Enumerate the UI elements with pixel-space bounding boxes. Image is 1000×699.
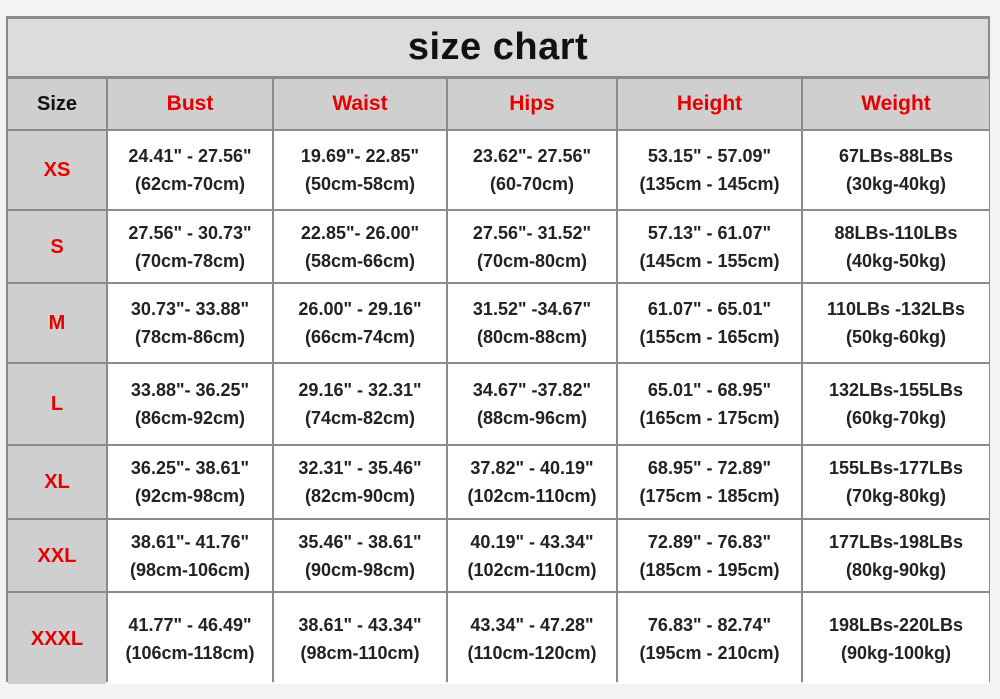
- metric-range: (155cm - 165cm): [639, 327, 780, 347]
- cell-height: [618, 364, 801, 444]
- inch-range: 27.56"- 31.52": [472, 222, 592, 243]
- size-label: XXXL: [8, 593, 106, 684]
- cell-waist: [274, 284, 446, 362]
- inch-range: 33.88"- 36.25": [130, 380, 250, 400]
- cell-waist: [274, 520, 446, 591]
- metric-range: (195cm - 210cm): [639, 642, 780, 663]
- metric-range: (60kg-70kg): [845, 408, 947, 428]
- size-label: XXL: [8, 520, 106, 591]
- cell-height: [618, 520, 801, 591]
- inch-range: 35.46" - 38.61": [298, 531, 422, 552]
- metric-range: (70cm-78cm): [134, 250, 246, 271]
- column-header-height: Height: [618, 79, 801, 129]
- column-header-size: Size: [8, 79, 106, 129]
- inch-range: 67LBs-88LBs: [838, 146, 954, 166]
- chart-title: size chart: [8, 19, 988, 76]
- size-label: M: [8, 284, 106, 362]
- metric-range: (86cm-92cm): [134, 408, 246, 428]
- inch-range: 38.61" - 43.34": [298, 614, 422, 635]
- metric-range: (70kg-80kg): [845, 486, 947, 506]
- metric-range: (50kg-60kg): [845, 327, 947, 347]
- cell-weight: [803, 211, 989, 282]
- metric-range: (80kg-90kg): [845, 559, 947, 580]
- metric-range: (74cm-82cm): [304, 408, 416, 428]
- inch-range: 198LBs-220LBs: [828, 614, 964, 635]
- cell-bust: [108, 593, 272, 684]
- metric-range: (185cm - 195cm): [639, 559, 780, 580]
- cell-weight: [803, 131, 989, 209]
- column-header-bust: Bust: [108, 79, 272, 129]
- cell-height: [618, 131, 801, 209]
- inch-range: 72.89" - 76.83": [647, 531, 772, 552]
- cell-weight: [803, 284, 989, 362]
- inch-range: 23.62"- 27.56": [472, 146, 592, 166]
- metric-range: (175cm - 185cm): [639, 486, 780, 506]
- cell-bust: [108, 520, 272, 591]
- cell-height: [618, 211, 801, 282]
- cell-height: [618, 284, 801, 362]
- inch-range: 57.13" - 61.07": [647, 222, 772, 243]
- column-header-waist: Waist: [274, 79, 446, 129]
- column-header-weight: Weight: [803, 79, 989, 129]
- cell-bust: [108, 284, 272, 362]
- column-header-hips: Hips: [448, 79, 616, 129]
- metric-range: (110cm-120cm): [467, 642, 597, 663]
- inch-range: 26.00" - 29.16": [298, 299, 422, 319]
- inch-range: 34.67" -37.82": [472, 380, 592, 400]
- inch-range: 76.83" - 82.74": [647, 614, 772, 635]
- cell-hips: [448, 364, 616, 444]
- inch-range: 110LBs -132LBs: [826, 299, 966, 319]
- cell-bust: [108, 364, 272, 444]
- inch-range: 27.56" - 30.73": [128, 222, 252, 243]
- cell-bust: [108, 211, 272, 282]
- metric-range: (98cm-110cm): [300, 642, 420, 663]
- metric-range: (66cm-74cm): [304, 327, 416, 347]
- inch-range: 177LBs-198LBs: [828, 531, 964, 552]
- size-label: XL: [8, 446, 106, 518]
- inch-range: 132LBs-155LBs: [828, 380, 964, 400]
- metric-range: (135cm - 145cm): [639, 174, 780, 194]
- inch-range: 32.31" - 35.46": [298, 458, 422, 478]
- inch-range: 65.01" - 68.95": [647, 380, 772, 400]
- size-table: [8, 79, 988, 679]
- cell-hips: [448, 446, 616, 518]
- size-label: XS: [8, 131, 106, 209]
- metric-range: (98cm-106cm): [129, 559, 251, 580]
- inch-range: 31.52" -34.67": [472, 299, 592, 319]
- metric-range: (102cm-110cm): [467, 486, 597, 506]
- inch-range: 41.77" - 46.49": [128, 614, 252, 635]
- inch-range: 40.19" - 43.34": [470, 531, 594, 552]
- cell-bust: [108, 446, 272, 518]
- cell-height: [618, 593, 801, 684]
- cell-bust: [108, 131, 272, 209]
- metric-range: (90cm-98cm): [304, 559, 416, 580]
- cell-hips: [448, 131, 616, 209]
- inch-range: 38.61"- 41.76": [130, 531, 250, 552]
- metric-range: (62cm-70cm): [134, 174, 246, 194]
- cell-waist: [274, 593, 446, 684]
- inch-range: 53.15" - 57.09": [647, 146, 772, 166]
- inch-range: 61.07" - 65.01": [647, 299, 772, 319]
- inch-range: 30.73"- 33.88": [130, 299, 250, 319]
- cell-hips: [448, 520, 616, 591]
- cell-weight: [803, 593, 989, 684]
- size-label: S: [8, 211, 106, 282]
- metric-range: (70cm-80cm): [476, 250, 588, 271]
- cell-waist: [274, 211, 446, 282]
- cell-weight: [803, 446, 989, 518]
- cell-waist: [274, 131, 446, 209]
- inch-range: 22.85"- 26.00": [300, 222, 420, 243]
- metric-range: (145cm - 155cm): [639, 250, 780, 271]
- metric-range: (60-70cm): [489, 174, 575, 194]
- cell-waist: [274, 446, 446, 518]
- metric-range: (90kg-100kg): [840, 642, 952, 663]
- cell-hips: [448, 593, 616, 684]
- metric-range: (50cm-58cm): [304, 174, 416, 194]
- metric-range: (80cm-88cm): [476, 327, 588, 347]
- cell-hips: [448, 211, 616, 282]
- metric-range: (40kg-50kg): [845, 250, 947, 271]
- metric-range: (106cm-118cm): [125, 642, 255, 663]
- cell-weight: [803, 364, 989, 444]
- metric-range: (102cm-110cm): [467, 559, 597, 580]
- metric-range: (92cm-98cm): [134, 486, 246, 506]
- metric-range: (30kg-40kg): [845, 174, 947, 194]
- metric-range: (58cm-66cm): [304, 250, 416, 271]
- inch-range: 37.82" - 40.19": [470, 458, 594, 478]
- inch-range: 29.16" - 32.31": [298, 380, 422, 400]
- inch-range: 68.95" - 72.89": [647, 458, 772, 478]
- inch-range: 19.69"- 22.85": [300, 146, 420, 166]
- inch-range: 36.25"- 38.61": [130, 458, 250, 478]
- metric-range: (78cm-86cm): [134, 327, 246, 347]
- inch-range: 155LBs-177LBs: [828, 458, 964, 478]
- size-label: L: [8, 364, 106, 444]
- cell-waist: [274, 364, 446, 444]
- metric-range: (82cm-90cm): [304, 486, 416, 506]
- metric-range: (88cm-96cm): [476, 408, 588, 428]
- cell-weight: [803, 520, 989, 591]
- cell-height: [618, 446, 801, 518]
- inch-range: 24.41" - 27.56": [128, 146, 252, 166]
- cell-hips: [448, 284, 616, 362]
- inch-range: 43.34" - 47.28": [470, 614, 594, 635]
- metric-range: (165cm - 175cm): [639, 408, 780, 428]
- inch-range: 88LBs-110LBs: [834, 222, 958, 243]
